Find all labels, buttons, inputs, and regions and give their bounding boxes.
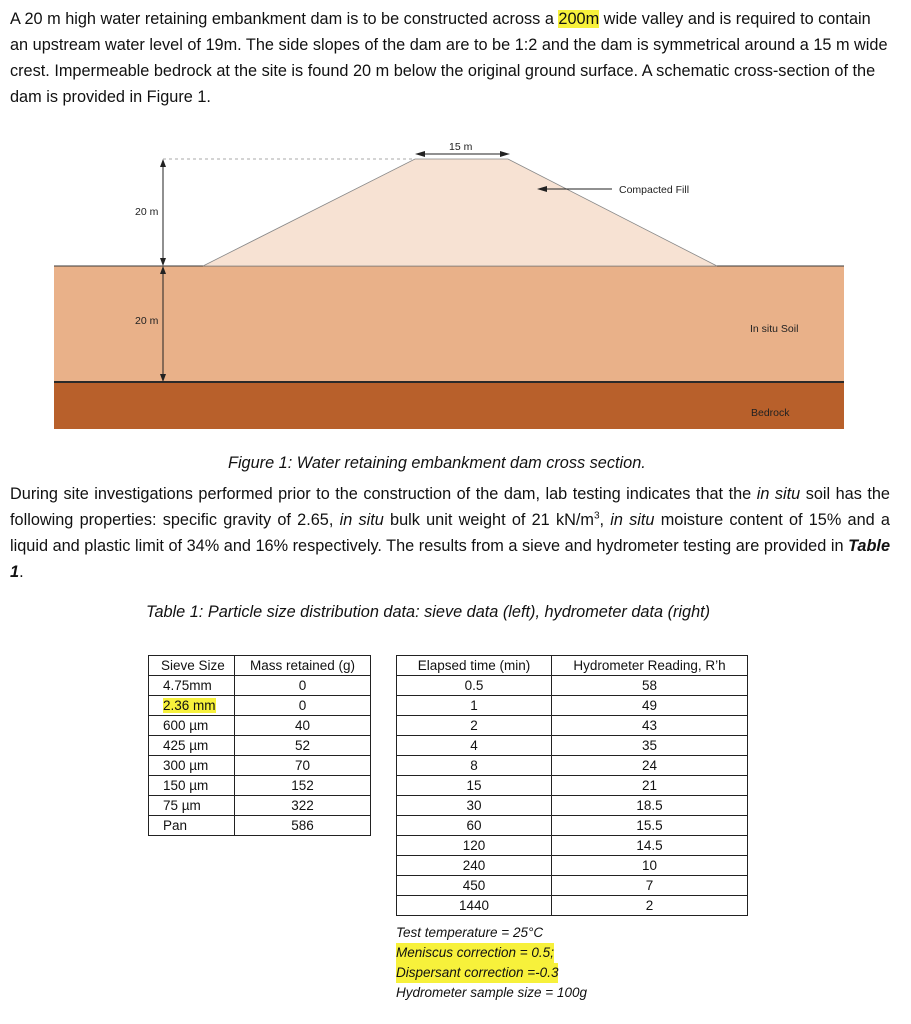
table-header-row	[397, 656, 748, 676]
hydrometer-reading-cell: 7	[552, 876, 748, 896]
arrow-right-icon	[500, 151, 510, 157]
mass-retained-cell: 152	[235, 776, 371, 796]
site-text-italic: in situ	[756, 485, 801, 503]
mass-retained-cell: 586	[235, 816, 371, 836]
table-row	[397, 836, 748, 856]
table-row	[149, 756, 371, 776]
bedrock-layer	[54, 382, 844, 429]
mass-retained-cell: 0	[235, 676, 371, 696]
dam-height-label: 20 m	[135, 206, 159, 218]
hydrometer-data-table	[396, 655, 748, 916]
site-investigation-paragraph	[10, 481, 890, 585]
table-row	[397, 896, 748, 916]
sieve-size-cell	[149, 696, 235, 716]
hydrometer-reading-cell: 15.5	[552, 816, 748, 836]
elapsed-time-cell: 1	[397, 696, 552, 716]
bedrock-label: Bedrock	[751, 407, 790, 419]
site-text-italic: in situ	[339, 511, 384, 529]
hydrometer-test-notes	[396, 923, 587, 1003]
mass-retained-cell: 322	[235, 796, 371, 816]
mass-retained-cell: 0	[235, 696, 371, 716]
site-text: bulk unit weight of 21 kN/m	[383, 511, 594, 529]
meniscus-correction-note: Meniscus correction = 0.5;	[396, 943, 554, 963]
elapsed-time-cell: 8	[397, 756, 552, 776]
compacted-fill-label: Compacted Fill	[619, 184, 690, 196]
table-row	[397, 696, 748, 716]
highlighted-valley-width: 200m	[558, 10, 600, 28]
sample-size-note: Hydrometer sample size = 100g	[396, 985, 587, 1000]
site-text: ,	[599, 511, 611, 529]
table-row	[397, 676, 748, 696]
sieve-size-cell: 150 µm	[149, 776, 235, 796]
hydrometer-reading-cell: 10	[552, 856, 748, 876]
table-header-row	[149, 656, 371, 676]
table-row	[149, 796, 371, 816]
sieve-data-table	[148, 655, 371, 836]
intro-text-1: A 20 m high water retaining embankment dam is to be constructed across a	[10, 10, 559, 28]
elapsed-time-cell: 450	[397, 876, 552, 896]
table-row	[149, 676, 371, 696]
highlighted-sieve-size: 2.36 mm	[163, 698, 216, 713]
sieve-size-cell: 4.75mm	[149, 676, 235, 696]
table-row	[149, 716, 371, 736]
elapsed-time-header: Elapsed time (min)	[397, 656, 552, 676]
table-row	[149, 776, 371, 796]
table-row	[397, 776, 748, 796]
in-situ-soil-layer	[54, 266, 844, 382]
table-row	[149, 696, 371, 716]
hydrometer-reading-cell: 14.5	[552, 836, 748, 856]
elapsed-time-cell: 60	[397, 816, 552, 836]
sieve-size-cell: 600 µm	[149, 716, 235, 736]
elapsed-time-cell: 240	[397, 856, 552, 876]
hydrometer-reading-header: Hydrometer Reading, R’h	[552, 656, 748, 676]
table-row	[397, 816, 748, 836]
table-row	[149, 736, 371, 756]
table-row	[397, 716, 748, 736]
hydrometer-reading-cell: 24	[552, 756, 748, 776]
hydrometer-reading-cell: 43	[552, 716, 748, 736]
hydrometer-reading-cell: 2	[552, 896, 748, 916]
site-text: moisture content of 15% and a liquid and plastic limit of 34% and 16% respectively. The results from a sieve and hydrometer testing are provided in	[10, 511, 890, 555]
hydrometer-reading-cell: 49	[552, 696, 748, 716]
site-text: During site investigations performed prior to the construction of the dam, lab testing indicates that the	[10, 485, 757, 503]
table-reference: Table 1	[10, 537, 890, 581]
arrow-left-icon	[415, 151, 425, 157]
table-row	[397, 756, 748, 776]
mass-retained-cell: 40	[235, 716, 371, 736]
arrow-up-icon	[160, 159, 166, 167]
sieve-size-cell: Pan	[149, 816, 235, 836]
elapsed-time-cell: 120	[397, 836, 552, 856]
table-row	[397, 856, 748, 876]
hydrometer-reading-cell: 18.5	[552, 796, 748, 816]
soil-depth-label: 20 m	[135, 315, 159, 327]
arrow-down-icon	[160, 258, 166, 266]
table-row	[397, 796, 748, 816]
table-row	[397, 736, 748, 756]
elapsed-time-cell: 30	[397, 796, 552, 816]
site-text: .	[19, 563, 24, 581]
site-text: soil has the following properties: specific gravity of 2.65,	[10, 485, 890, 529]
crest-width-label: 15 m	[449, 141, 473, 153]
elapsed-time-cell: 15	[397, 776, 552, 796]
dam-embankment	[203, 159, 717, 266]
dam-cross-section-diagram	[0, 135, 911, 435]
hydrometer-reading-cell: 58	[552, 676, 748, 696]
in-situ-soil-label: In situ Soil	[750, 323, 799, 335]
table-row	[397, 876, 748, 896]
mass-retained-cell: 52	[235, 736, 371, 756]
mass-retained-header: Mass retained (g)	[235, 656, 371, 676]
hydrometer-reading-cell: 35	[552, 736, 748, 756]
mass-retained-cell: 70	[235, 756, 371, 776]
elapsed-time-cell: 4	[397, 736, 552, 756]
elapsed-time-cell: 1440	[397, 896, 552, 916]
intro-text-2: wide valley and is required to contain an upstream water level of 19m. The side slopes of the dam are to be 1:2 and the dam is symmetrical around a 15 m wide crest. Impermeable bedrock at the site is found 20 m below the original ground surface. A schematic cross-section of the dam is provided in Figure 1.	[10, 10, 888, 106]
table-caption: Table 1: Particle size distribution data: sieve data (left), hydrometer data (right)	[146, 603, 711, 621]
elapsed-time-cell: 2	[397, 716, 552, 736]
table-row	[149, 816, 371, 836]
dispersant-correction-note: Dispersant correction =-0.3	[396, 963, 558, 983]
hydrometer-reading-cell: 21	[552, 776, 748, 796]
sieve-size-header: Sieve Size	[149, 656, 235, 676]
figure-caption: Figure 1: Water retaining embankment dam cross section.	[228, 454, 646, 472]
test-temperature-note: Test temperature = 25°C	[396, 925, 544, 940]
sieve-size-cell: 75 µm	[149, 796, 235, 816]
elapsed-time-cell: 0.5	[397, 676, 552, 696]
intro-paragraph	[10, 6, 890, 110]
sieve-size-cell: 425 µm	[149, 736, 235, 756]
site-text-italic: in situ	[610, 511, 655, 529]
superscript-3: 3	[593, 510, 600, 522]
sieve-size-cell: 300 µm	[149, 756, 235, 776]
